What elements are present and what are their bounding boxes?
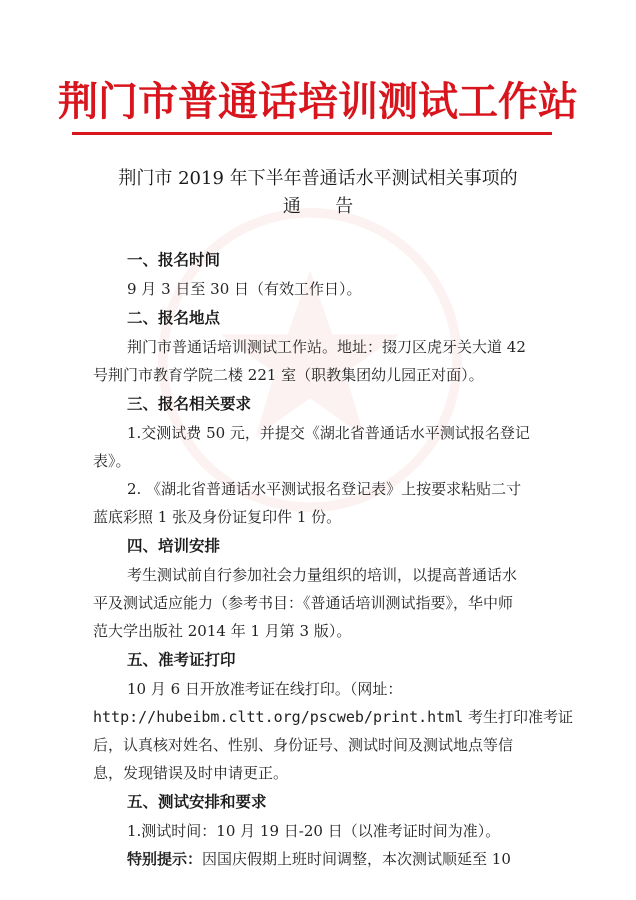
test-time-text: 1.测试时间：10 月 19 日-20 日（以准考证时间为准）。 xyxy=(127,822,501,840)
admission-ticket-line2-tail: 考生打印准考证 xyxy=(463,708,574,726)
admission-ticket-line1: 10 月 6 日开放准考证在线打印。（网址： xyxy=(127,680,403,698)
registration-place-line1: 荆门市普通话培训测试工作站。地址：掇刀区虎牙关大道 42 xyxy=(127,338,526,356)
requirement-2-line1: 2. 《湖北省普通话水平测试报名登记表》上按要求粘贴二寸 xyxy=(127,480,522,498)
training-line1: 考生测试前自行参加社会力量组织的培训，以提高普通话水 xyxy=(127,566,518,584)
requirement-2-line2: 蓝底彩照 1 张及身份证复印件 1 份。 xyxy=(93,508,342,526)
letterhead-red-rule xyxy=(72,132,552,135)
notice-title-line2: 通 告 xyxy=(282,196,354,217)
special-tip-text: 因国庆假期上班时间调整，本次测试顺延至 10 xyxy=(202,850,511,868)
admission-ticket-line4: 息，发现错误及时申请更正。 xyxy=(93,764,289,782)
requirement-1-line2: 表》。 xyxy=(93,452,131,470)
org-letterhead-title: 荆门市普通话培训测试工作站 xyxy=(58,79,578,125)
admission-ticket-line2 xyxy=(93,706,573,727)
section-heading-requirements: 三、报名相关要求 xyxy=(127,395,252,413)
section-heading-test-arrangement: 五、测试安排和要求 xyxy=(127,793,267,811)
special-tip-line xyxy=(127,848,511,869)
section-heading-registration-place: 二、报名地点 xyxy=(127,309,221,327)
admission-ticket-line3: 后，认真核对姓名、性别、身份证号、测试时间及测试地点等信 xyxy=(93,736,514,754)
training-line2: 平及测试适应能力（参考书目：《普通话培训测试指要》，华中师 xyxy=(93,594,514,612)
section-heading-admission-ticket: 五、准考证打印 xyxy=(127,651,236,669)
notice-title-line1: 荆门市 2019 年下半年普通话水平测试相关事项的 xyxy=(118,168,518,189)
print-url-link[interactable]: http://hubeibm.cltt.org/pscweb/print.html xyxy=(93,708,464,726)
section-heading-registration-time: 一、报名时间 xyxy=(127,251,221,269)
registration-place-line2: 号荆门市教育学院二楼 221 室（职教集团幼儿园正对面）。 xyxy=(93,366,484,384)
requirement-1-line1: 1.交测试费 50 元，并提交《湖北省普通话水平测试报名登记 xyxy=(127,424,530,442)
training-line3: 范大学出版社 2014 年 1 月第 3 版）。 xyxy=(93,622,352,640)
section-heading-training: 四、培训安排 xyxy=(127,537,221,555)
special-tip-label: 特别提示： xyxy=(127,850,203,868)
registration-time-text: 9 月 3 日至 30 日（有效工作日）。 xyxy=(127,280,362,298)
